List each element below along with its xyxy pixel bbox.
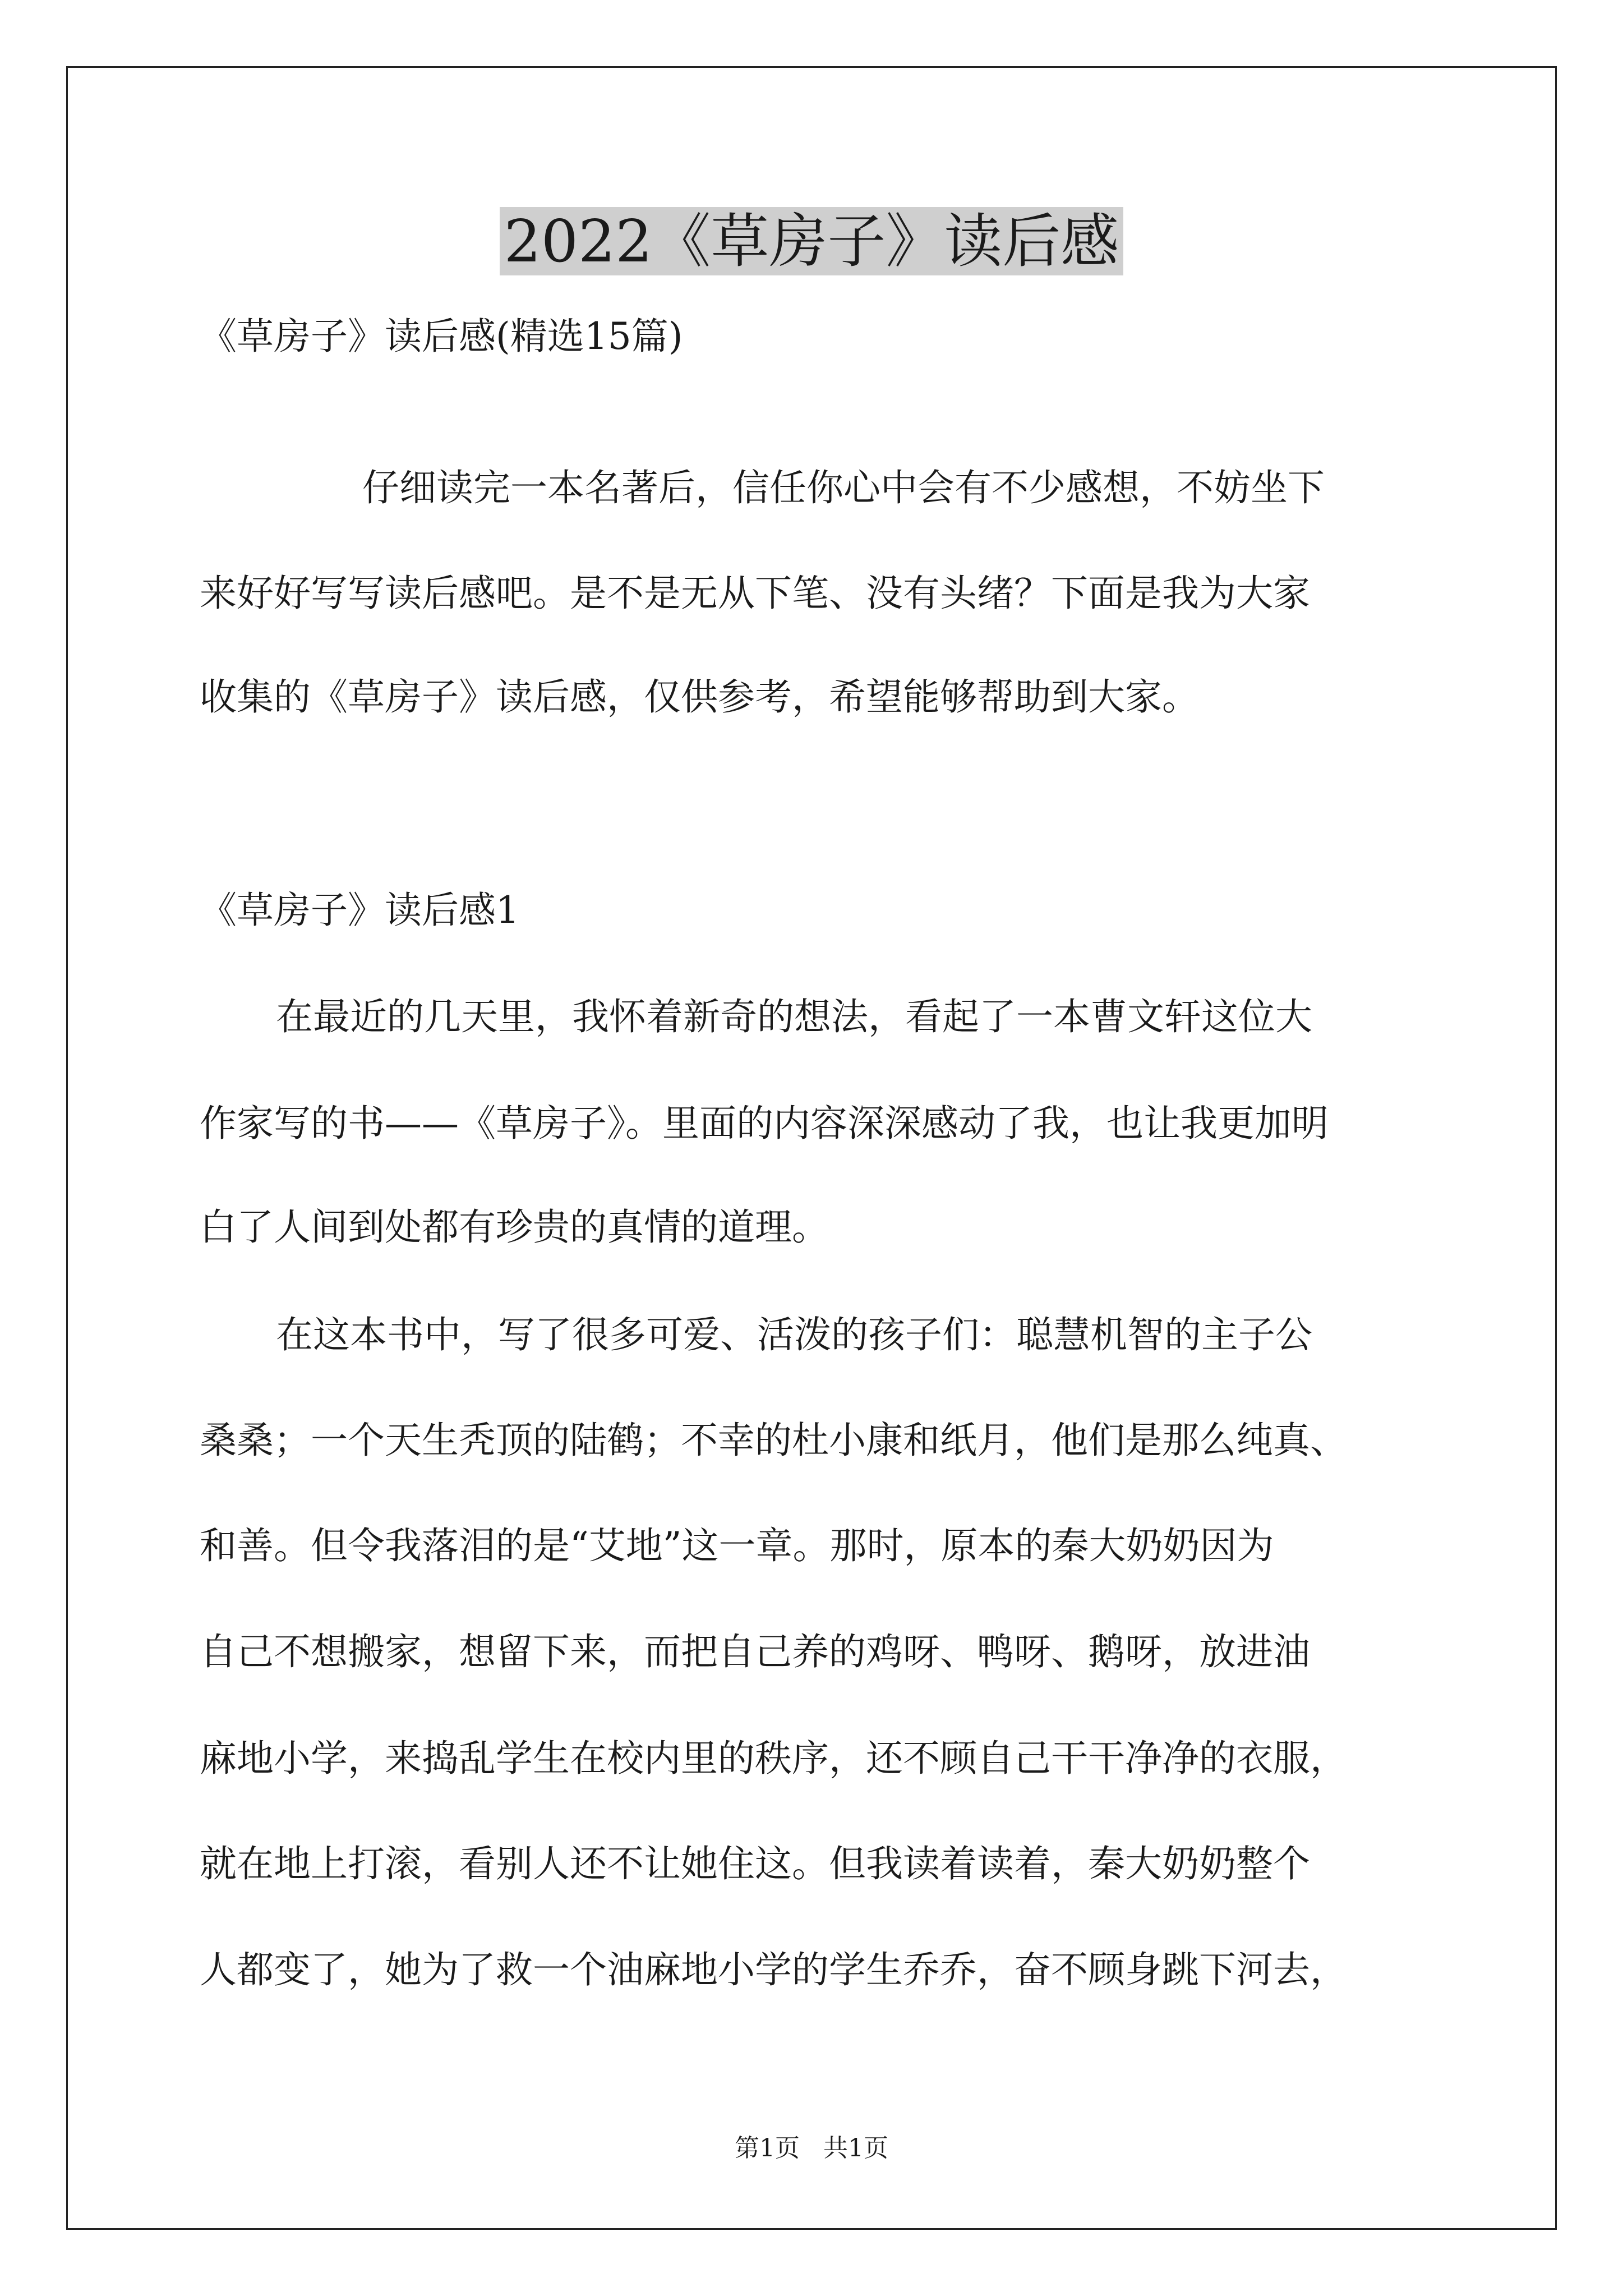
subtitle: 《草房子》读后感(精选15篇) [200,315,683,358]
intro-line: 来好好写写读后感吧。是不是无从下笔、没有头绪？下面是我为大家 [200,572,1310,615]
paragraph-line: 和善。但令我落泪的是“艾地”这一章。那时，原本的秦大奶奶因为 [200,1524,1274,1567]
paragraph-line: 麻地小学，来捣乱学生在校内里的秩序，还不顾自己干干净净的衣服， [200,1737,1347,1780]
paragraph-line: 在最近的几天里，我怀着新奇的想法，看起了一本曹文轩这位大 [276,995,1312,1038]
paragraph-line: 人都变了，她为了救一个油麻地小学的学生乔乔，奋不顾身跳下河去， [200,1948,1347,1991]
paragraph-line: 在这本书中，写了很多可爱、活泼的孩子们：聪慧机智的主子公 [276,1313,1312,1356]
document-title [0,202,1623,280]
paragraph-line: 就在地上打滚，看别人还不让她住这。但我读着读着，秦大奶奶整个 [200,1842,1310,1885]
intro-line: 收集的《草房子》读后感，仅供参考，希望能够帮助到大家。 [200,675,1199,719]
page-footer: 第1页 共1页 [735,2134,888,2162]
section-heading: 《草房子》读后感1 [200,889,519,932]
paragraph-line: 白了人间到处都有珍贵的真情的道理。 [200,1205,829,1249]
paragraph-line: 自己不想搬家，想留下来，而把自己养的鸡呀、鸭呀、鹅呀，放进油 [200,1630,1310,1673]
document-title-text: 2022《草房子》读后感 [500,207,1124,275]
paragraph-line: 桑桑；一个天生秃顶的陆鹤；不幸的杜小康和纸月，他们是那么纯真、 [200,1419,1347,1462]
intro-line: 仔细读完一本名著后，信任你心中会有不少感想，不妨坐下 [362,466,1325,509]
paragraph-line: 作家写的书——《草房子》。里面的内容深深感动了我，也让我更加明 [200,1102,1329,1145]
